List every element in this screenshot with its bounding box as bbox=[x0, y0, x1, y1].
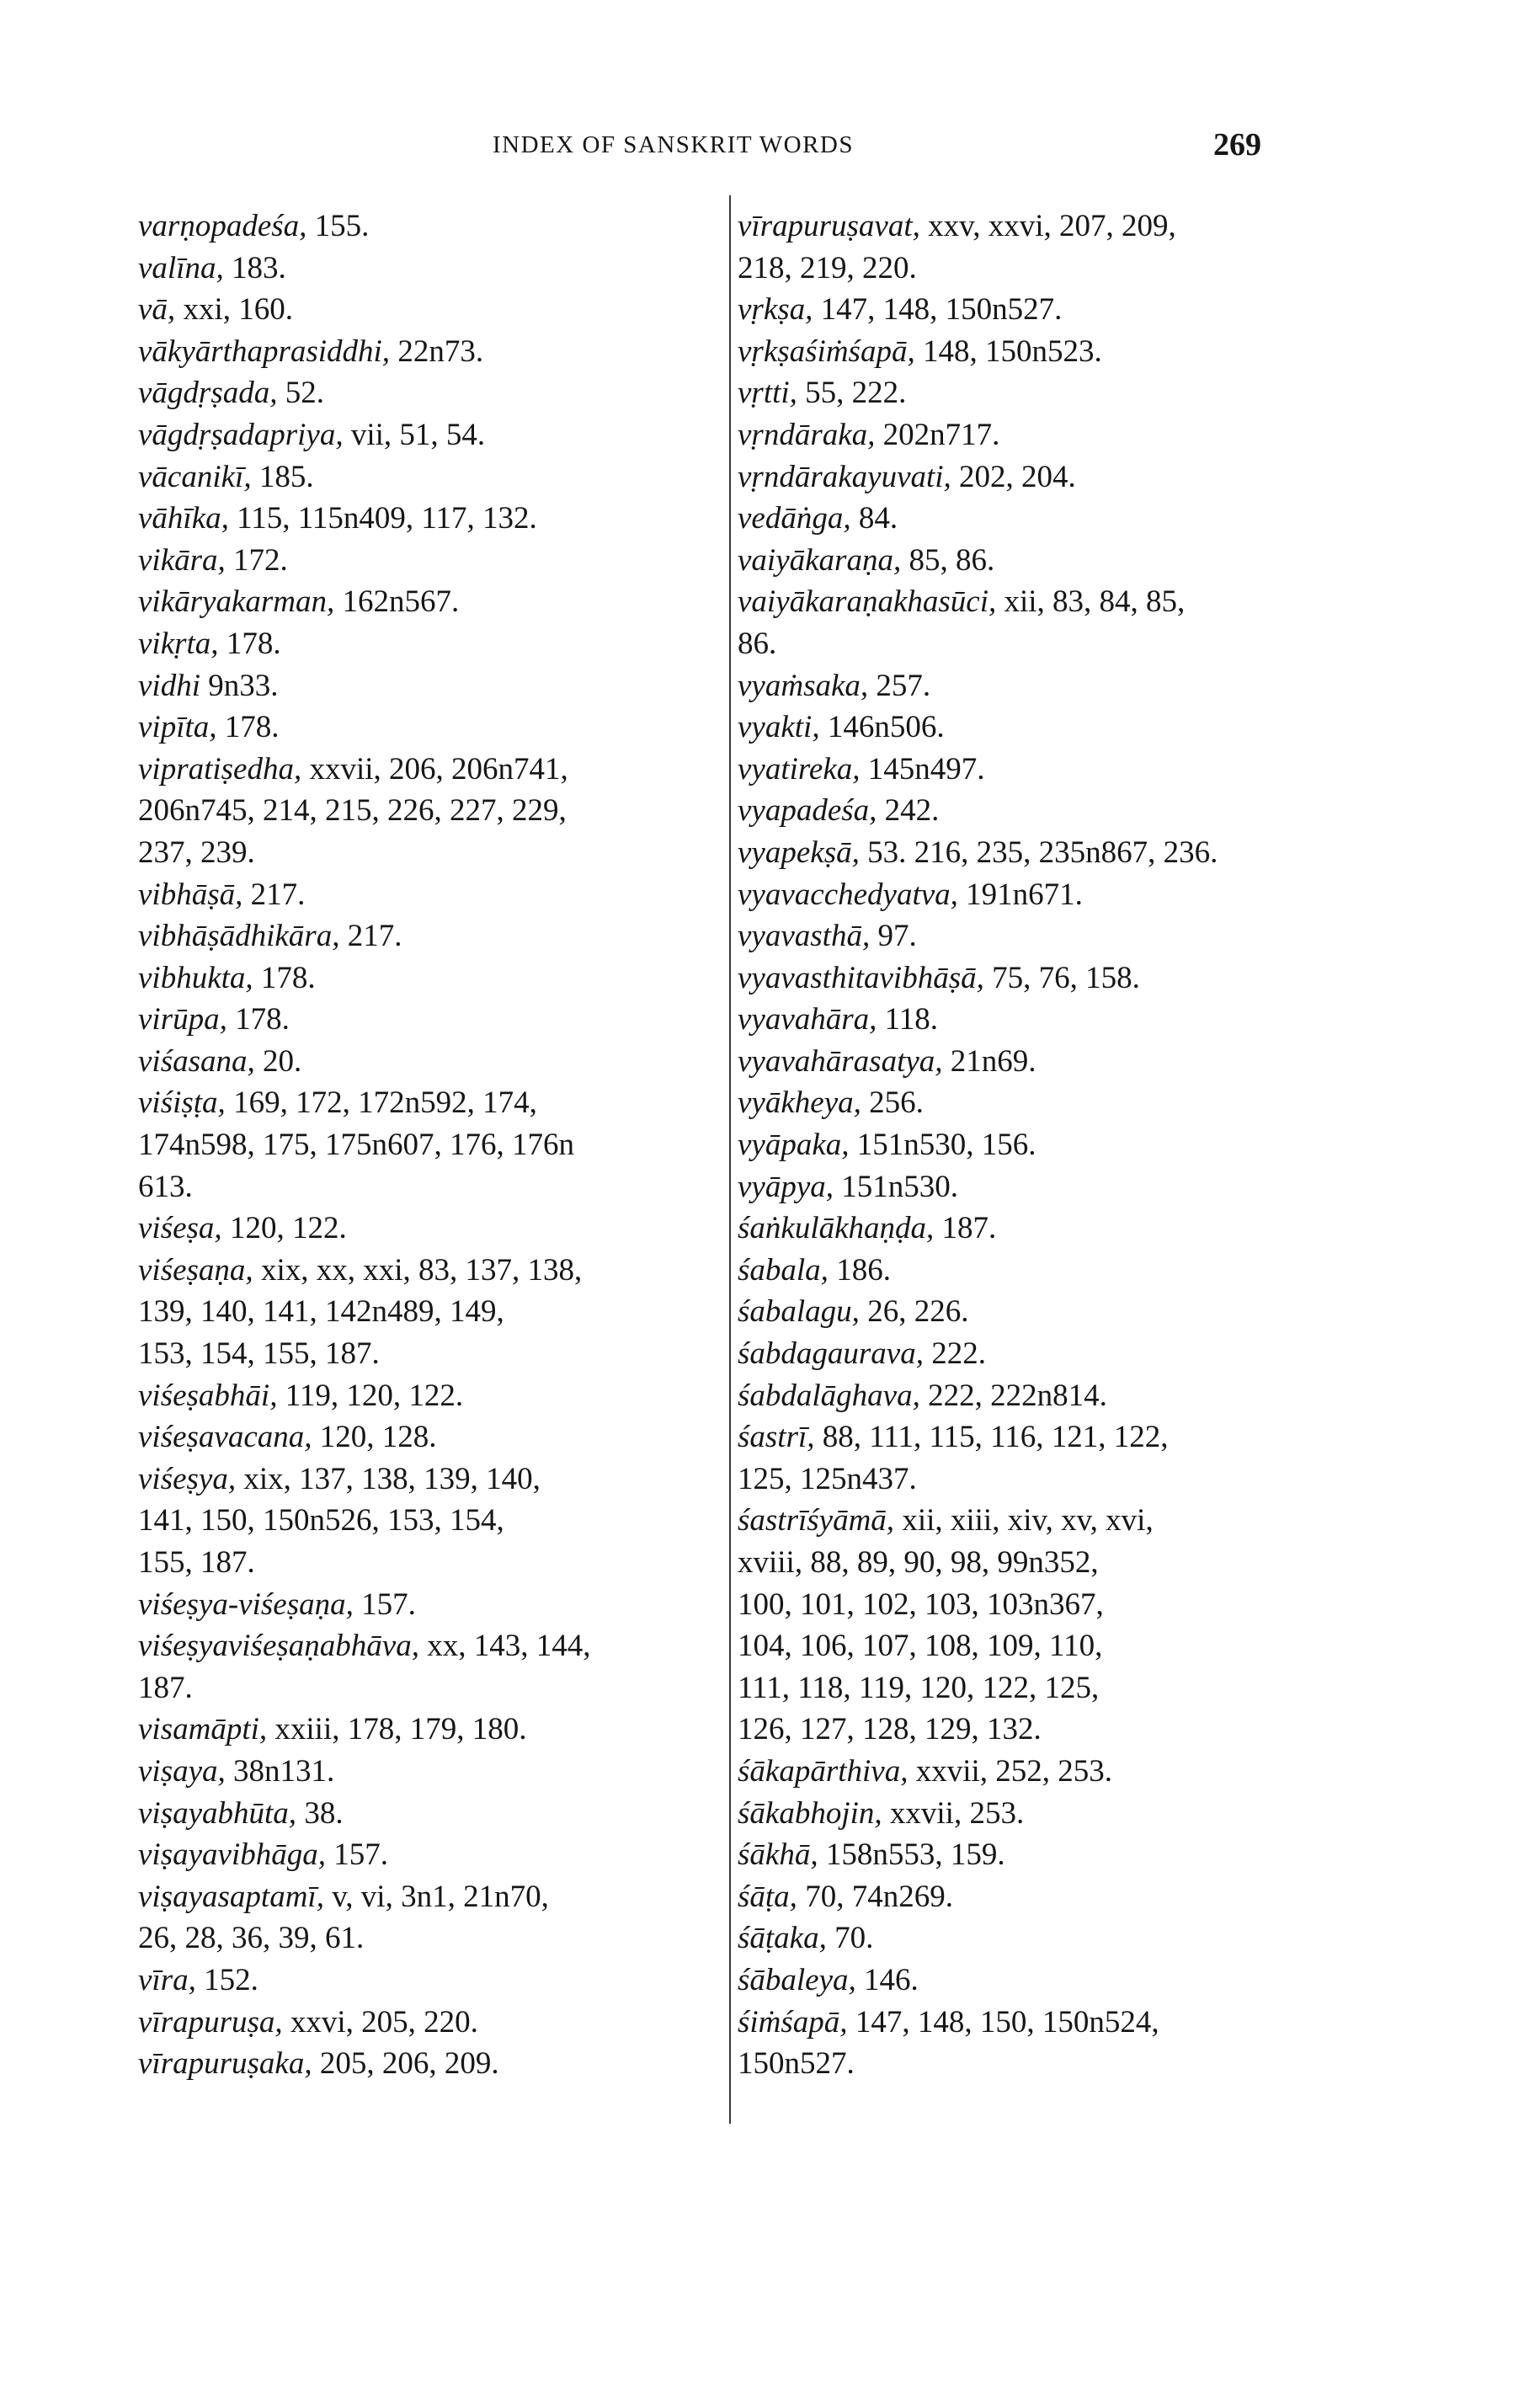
index-headword: vṛtti, bbox=[738, 376, 797, 411]
index-entry bbox=[738, 205, 1327, 289]
index-headword: śabalagu, bbox=[738, 1294, 860, 1330]
column-divider bbox=[729, 195, 731, 2124]
index-headword: śāṭaka, bbox=[738, 1921, 827, 1956]
index-references: 38n131. bbox=[233, 1753, 335, 1789]
index-entry bbox=[138, 414, 719, 456]
index-references: 119, 120, 122. bbox=[285, 1378, 464, 1413]
index-references: 148, 150n523. bbox=[922, 333, 1102, 369]
index-headword: vyaṁsaka, bbox=[738, 668, 869, 703]
index-references-continued: 111, 118, 119, 120, 122, 125, bbox=[738, 1670, 1100, 1705]
index-entry bbox=[738, 331, 1327, 373]
index-headword: vibhukta, bbox=[138, 960, 253, 995]
index-headword: vṛkṣa, bbox=[738, 292, 813, 328]
index-headword: vāgdṛṣadapriya, bbox=[138, 417, 344, 452]
index-references: 257. bbox=[876, 668, 931, 703]
index-headword: virūpa, bbox=[138, 1002, 227, 1037]
index-entry bbox=[738, 832, 1327, 874]
index-references-continued: 26, 28, 36, 39, 61. bbox=[138, 1921, 365, 1956]
index-references-continued: 174n598, 175, 175n607, 176, 176n bbox=[138, 1128, 574, 1163]
index-entry bbox=[138, 1250, 719, 1375]
index-entry bbox=[738, 498, 1327, 540]
index-entry bbox=[738, 289, 1327, 331]
index-references: 146. bbox=[864, 1962, 919, 1997]
index-references-continued: 141, 150, 150n526, 153, 154, bbox=[138, 1503, 504, 1538]
index-column-left bbox=[138, 205, 719, 2085]
index-references: xxv, xxvi, 207, 209, bbox=[928, 209, 1176, 243]
index-headword: vipratiṣedha, bbox=[138, 751, 302, 787]
index-entry bbox=[738, 540, 1327, 582]
index-headword: śastrīśyāmā, bbox=[738, 1503, 895, 1538]
index-references: 70, 74n269. bbox=[805, 1879, 953, 1914]
index-entry bbox=[738, 1876, 1327, 1918]
index-entry bbox=[738, 1834, 1327, 1876]
index-references: 205, 206, 209. bbox=[319, 2046, 499, 2082]
index-headword: vīrapuruṣavat, bbox=[738, 209, 920, 243]
index-headword: śabala, bbox=[738, 1252, 829, 1288]
index-entry bbox=[738, 1166, 1327, 1208]
index-entry bbox=[738, 665, 1327, 707]
index-references-continued: 139, 140, 141, 142n489, 149, bbox=[138, 1294, 504, 1330]
index-headword: vyāpaka, bbox=[738, 1128, 850, 1163]
index-entry bbox=[138, 2002, 719, 2044]
index-references: 157. bbox=[333, 1837, 388, 1873]
index-headword: viṣayavibhāga, bbox=[138, 1837, 326, 1873]
index-references: 146n506. bbox=[827, 710, 945, 745]
index-entry bbox=[738, 1793, 1327, 1835]
index-headword: viśasana, bbox=[138, 1043, 255, 1079]
index-references: 147, 148, 150, 150n524, bbox=[855, 2004, 1159, 2040]
index-entry bbox=[738, 1917, 1327, 1960]
index-entry bbox=[138, 874, 719, 916]
index-headword: vyāpya, bbox=[738, 1169, 834, 1204]
index-entry bbox=[738, 2002, 1327, 2085]
index-entry bbox=[738, 957, 1327, 1000]
index-references-continued: 104, 106, 107, 108, 109, 110, bbox=[738, 1629, 1103, 1664]
index-headword: vācanikī, bbox=[138, 459, 252, 494]
index-references: xxvii, 252, 253. bbox=[915, 1753, 1113, 1789]
index-references: 157. bbox=[361, 1586, 416, 1622]
index-references: xxvi, 205, 220. bbox=[290, 2004, 478, 2040]
index-headword: varṇopadeśa, bbox=[138, 209, 307, 243]
index-headword: vākyārthaprasiddhi, bbox=[138, 333, 391, 369]
index-headword: śabdalāghava, bbox=[738, 1378, 920, 1413]
index-references: 217. bbox=[347, 919, 402, 954]
index-headword: śāṭa, bbox=[738, 1879, 797, 1914]
index-headword: vyavacchedyatva, bbox=[738, 877, 958, 912]
index-references-continued: 206n745, 214, 215, 226, 227, 229, bbox=[138, 793, 567, 829]
index-headword: valīna, bbox=[138, 250, 224, 285]
index-headword: vīrapuruṣa, bbox=[138, 2004, 283, 2040]
index-references: 151n530. bbox=[841, 1169, 959, 1204]
index-headword: vṛndārakayuvati, bbox=[738, 459, 951, 494]
index-entry bbox=[738, 1124, 1327, 1166]
index-references-continued: 100, 101, 102, 103, 103n367, bbox=[738, 1586, 1104, 1622]
index-entry bbox=[138, 581, 719, 623]
index-entry bbox=[738, 874, 1327, 916]
index-headword: śākabhojin, bbox=[738, 1795, 882, 1831]
index-references: 222. bbox=[931, 1336, 986, 1372]
index-references: 88, 111, 115, 116, 121, 122, bbox=[822, 1420, 1169, 1455]
index-headword: śabdagaurava, bbox=[738, 1336, 924, 1372]
index-references: 172. bbox=[233, 542, 288, 578]
index-entry bbox=[138, 1960, 719, 2002]
index-entry bbox=[138, 248, 719, 290]
index-references-continued: 237, 239. bbox=[138, 835, 255, 870]
index-references: 191n671. bbox=[966, 877, 1083, 912]
index-references: v, vi, 3n1, 21n70, bbox=[332, 1879, 549, 1914]
index-headword: vibhāṣā, bbox=[138, 877, 243, 912]
index-entry bbox=[138, 1751, 719, 1793]
index-references: 84. bbox=[858, 501, 898, 536]
index-entry bbox=[738, 1375, 1327, 1417]
index-entry bbox=[138, 1834, 719, 1876]
index-headword: viṣayabhūta, bbox=[138, 1795, 297, 1831]
index-references: 151n530, 156. bbox=[856, 1128, 1036, 1163]
index-references: 185. bbox=[258, 459, 314, 494]
index-entry bbox=[738, 1208, 1327, 1250]
index-entry bbox=[738, 1751, 1327, 1793]
index-references-continued: 125, 125n437. bbox=[738, 1461, 917, 1496]
index-headword: śiṁśapā, bbox=[738, 2004, 848, 2040]
index-headword: śaṅkulākhaṇḍa, bbox=[738, 1211, 935, 1246]
index-references: 162n567. bbox=[342, 584, 460, 620]
index-entry bbox=[138, 1041, 719, 1083]
index-headword: visamāpti, bbox=[138, 1712, 268, 1747]
index-headword: viśeṣyaviśeṣaṇabhāva, bbox=[138, 1629, 419, 1664]
index-headword: śābaleya, bbox=[738, 1962, 856, 1997]
index-entry bbox=[738, 1041, 1327, 1083]
index-references: 55, 222. bbox=[805, 376, 907, 411]
index-entry bbox=[738, 1291, 1327, 1333]
index-references-continued: 155, 187. bbox=[138, 1545, 255, 1580]
index-entry bbox=[138, 498, 719, 540]
index-headword: vikāra, bbox=[138, 542, 226, 578]
page-header bbox=[0, 126, 1540, 168]
index-entry bbox=[738, 1500, 1327, 1751]
index-references-continued: 218, 219, 220. bbox=[738, 250, 917, 285]
index-references: xx, 143, 144, bbox=[427, 1629, 591, 1664]
index-entry bbox=[138, 1375, 719, 1417]
index-references: 147, 148, 150n527. bbox=[820, 292, 1063, 328]
index-headword: vaiyākaraṇakhasūci, bbox=[738, 584, 997, 620]
index-headword: viśiṣṭa, bbox=[138, 1085, 226, 1121]
index-references-continued: 126, 127, 128, 129, 132. bbox=[738, 1712, 1042, 1747]
index-headword: vyatireka, bbox=[738, 751, 861, 787]
index-references: 70. bbox=[834, 1921, 874, 1956]
index-headword: vibhāṣādhikāra, bbox=[138, 919, 340, 954]
index-headword: viśeṣabhāi, bbox=[138, 1378, 278, 1413]
index-headword: vyavahārasatya, bbox=[738, 1043, 943, 1079]
index-entry bbox=[138, 2043, 719, 2085]
index-references: 53. 216, 235, 235n867, 236. bbox=[867, 835, 1218, 870]
index-entry bbox=[138, 1458, 719, 1584]
index-references: xix, 137, 138, 139, 140, bbox=[243, 1461, 541, 1496]
index-headword: vikāryakarman, bbox=[138, 584, 335, 620]
index-entry bbox=[138, 289, 719, 331]
index-headword: vikṛta, bbox=[138, 626, 219, 661]
index-headword: vṛkṣaśiṁśapā, bbox=[738, 333, 915, 369]
index-references: 187. bbox=[941, 1211, 997, 1246]
index-entry bbox=[138, 456, 719, 499]
index-references: 222, 222n814. bbox=[928, 1378, 1107, 1413]
index-references: 118. bbox=[884, 1002, 939, 1037]
index-references: 38. bbox=[304, 1795, 344, 1831]
index-references: xix, xx, xxi, 83, 137, 138, bbox=[260, 1252, 583, 1288]
index-entry bbox=[138, 915, 719, 957]
index-column-right bbox=[738, 205, 1327, 2085]
index-references: xii, 83, 84, 85, bbox=[1004, 584, 1186, 620]
index-entry bbox=[138, 1793, 719, 1835]
index-references-continued: 613. bbox=[138, 1169, 193, 1204]
index-entry bbox=[738, 790, 1327, 832]
index-headword: vā, bbox=[138, 292, 176, 328]
index-headword: vyapekṣā, bbox=[738, 835, 860, 870]
index-entry bbox=[738, 581, 1327, 664]
index-headword: vedāṅga, bbox=[738, 501, 851, 536]
index-references: 20. bbox=[263, 1043, 302, 1079]
index-entry bbox=[738, 456, 1327, 499]
index-entry bbox=[138, 1082, 719, 1208]
index-references: 120, 128. bbox=[319, 1420, 437, 1455]
index-references: 202n717. bbox=[882, 417, 1000, 452]
index-entry bbox=[738, 915, 1327, 957]
index-headword: śākhā, bbox=[738, 1837, 818, 1873]
index-headword: viṣaya, bbox=[138, 1753, 226, 1789]
index-references: 178. bbox=[226, 626, 281, 661]
index-headword: viśeṣya, bbox=[138, 1461, 237, 1496]
index-entry bbox=[738, 1416, 1327, 1500]
index-entry bbox=[138, 1416, 719, 1458]
index-references-continued: 187. bbox=[138, 1670, 193, 1705]
index-references: xxi, 160. bbox=[183, 292, 293, 328]
index-references: 9n33. bbox=[208, 668, 279, 703]
index-references: 178. bbox=[224, 710, 280, 745]
index-references: 21n69. bbox=[950, 1043, 1036, 1079]
index-references: xii, xiii, xiv, xv, xvi, bbox=[902, 1503, 1154, 1538]
index-headword: śastrī, bbox=[738, 1420, 815, 1455]
index-entry bbox=[138, 331, 719, 373]
index-references: 85, 86. bbox=[909, 542, 995, 578]
index-references-continued: 153, 154, 155, 187. bbox=[138, 1336, 380, 1372]
index-references: 186. bbox=[836, 1252, 891, 1288]
running-title: INDEX OF SANSKRIT WORDS bbox=[493, 131, 855, 158]
index-headword: vyavasthā, bbox=[738, 919, 871, 954]
index-references: 155. bbox=[314, 209, 370, 243]
index-references: 256. bbox=[869, 1085, 924, 1121]
index-references: 183. bbox=[231, 250, 286, 285]
index-headword: vyapadeśa, bbox=[738, 793, 877, 829]
index-entry bbox=[138, 957, 719, 1000]
index-headword: vyakti, bbox=[738, 710, 820, 745]
index-references: 52. bbox=[285, 376, 324, 411]
index-references: 169, 172, 172n592, 174, bbox=[233, 1085, 537, 1121]
index-headword: viṣayasaptamī, bbox=[138, 1879, 324, 1914]
index-references: 75, 76, 158. bbox=[992, 960, 1140, 995]
index-entry bbox=[138, 1208, 719, 1250]
index-references: 202, 204. bbox=[959, 459, 1076, 494]
index-references: 97. bbox=[877, 919, 917, 954]
index-headword: vyavahāra, bbox=[738, 1002, 877, 1037]
index-entry bbox=[138, 707, 719, 749]
index-references: xxvii, 206, 206n741, bbox=[309, 751, 568, 787]
index-references: 115, 115n409, 117, 132. bbox=[237, 501, 537, 536]
index-references: xxvii, 253. bbox=[889, 1795, 1025, 1831]
index-references: 152. bbox=[204, 1962, 258, 1997]
index-entry bbox=[138, 1625, 719, 1709]
index-references: xxiii, 178, 179, 180. bbox=[274, 1712, 527, 1747]
index-references: 158n553, 159. bbox=[825, 1837, 1005, 1873]
index-headword: vyākheya, bbox=[738, 1085, 861, 1121]
index-headword: vīra, bbox=[138, 1962, 196, 1997]
index-references: 242. bbox=[884, 793, 940, 829]
index-entry bbox=[738, 1250, 1327, 1292]
index-headword: viśeṣavacana, bbox=[138, 1420, 312, 1455]
index-references: 120, 122. bbox=[229, 1211, 347, 1246]
index-entry bbox=[138, 999, 719, 1041]
index-entry bbox=[738, 707, 1327, 749]
index-entry bbox=[138, 540, 719, 582]
index-entry bbox=[138, 623, 719, 665]
index-references-continued: 150n527. bbox=[738, 2046, 855, 2082]
index-entry bbox=[138, 1584, 719, 1626]
index-references-continued: xviii, 88, 89, 90, 98, 99n352, bbox=[738, 1545, 1099, 1580]
index-headword: vṛndāraka, bbox=[738, 417, 876, 452]
index-headword: vyavasthitavibhāṣā, bbox=[738, 960, 984, 995]
index-entry bbox=[138, 749, 719, 874]
index-entry bbox=[138, 1709, 719, 1751]
index-entry bbox=[138, 372, 719, 414]
index-entry bbox=[738, 1333, 1327, 1375]
index-entry bbox=[138, 665, 719, 707]
index-entry bbox=[738, 999, 1327, 1041]
index-references: 178. bbox=[235, 1002, 290, 1037]
index-headword: śākapārthiva, bbox=[738, 1753, 909, 1789]
index-entry bbox=[738, 372, 1327, 414]
index-entry bbox=[738, 414, 1327, 456]
index-entry bbox=[738, 1960, 1327, 2002]
page-number: 269 bbox=[1213, 127, 1261, 163]
index-headword: vipīta, bbox=[138, 710, 217, 745]
index-references: 22n73. bbox=[397, 333, 484, 369]
index-headword: vaiyākaraṇa, bbox=[738, 542, 902, 578]
index-entry bbox=[138, 205, 719, 248]
index-references: 145n497. bbox=[867, 751, 985, 787]
index-references: vii, 51, 54. bbox=[350, 417, 486, 452]
index-references-continued: 86. bbox=[738, 626, 777, 661]
index-headword: vāhīka, bbox=[138, 501, 229, 536]
index-headword: vīrapuruṣaka, bbox=[138, 2046, 312, 2082]
index-headword: vidhi bbox=[138, 668, 200, 703]
index-headword: viśeṣya-viśeṣaṇa, bbox=[138, 1586, 354, 1622]
index-headword: vāgdṛṣada, bbox=[138, 376, 278, 411]
index-entry bbox=[738, 1082, 1327, 1124]
index-references: 178. bbox=[260, 960, 316, 995]
index-headword: viśeṣa, bbox=[138, 1211, 222, 1246]
index-references: 26, 226. bbox=[867, 1294, 969, 1330]
index-headword: viśeṣaṇa, bbox=[138, 1252, 253, 1288]
index-references: 217. bbox=[250, 877, 306, 912]
index-entry bbox=[138, 1876, 719, 1960]
index-entry bbox=[738, 749, 1327, 791]
